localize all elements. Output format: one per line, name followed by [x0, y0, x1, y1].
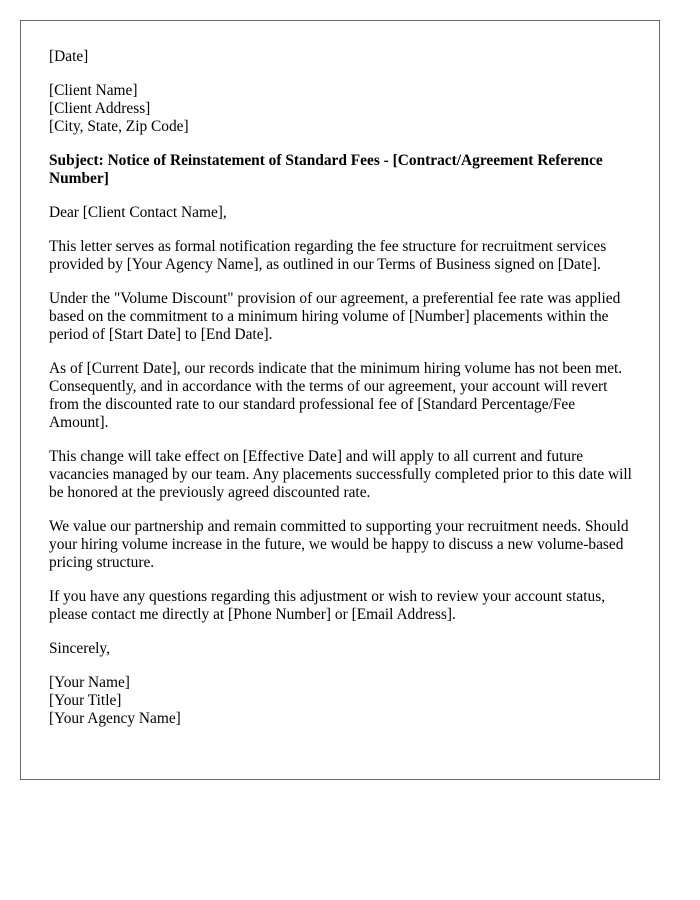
- recipient-city-state-zip: [City, State, Zip Code]: [49, 118, 189, 135]
- letter-page: [20, 20, 660, 780]
- salutation: Dear [Client Contact Name],: [49, 204, 227, 221]
- paragraph-contact: If you have any questions regarding this adjustment or wish to review your account status, please contact me directly at [Phone Number] or [Email Address].: [49, 588, 606, 623]
- letter-subject: Subject: Notice of Reinstatement of Standard Fees - [Contract/Agreement Reference Number]: [49, 152, 603, 187]
- letter-body: [49, 48, 633, 744]
- signature-block: [49, 674, 633, 728]
- paragraph-effective-date: This change will take effect on [Effective Date] and will apply to all current and future vacancies managed by our team. Any placements successfully completed prior to this date will be honored at the previously agreed discounted rate.: [49, 448, 632, 501]
- signature-agency: [Your Agency Name]: [49, 710, 181, 727]
- paragraph-fee-structure: This letter serves as formal notification regarding the fee structure for recruitment services provided by [Your Agency Name], as outlined in our Terms of Business signed on [Date].: [49, 238, 607, 273]
- recipient-address: [Client Address]: [49, 100, 151, 117]
- signature-name: [Your Name]: [49, 674, 130, 691]
- letter-date: [Date]: [49, 48, 89, 65]
- recipient-name: [Client Name]: [49, 82, 138, 99]
- paragraph-partnership: We value our partnership and remain committed to supporting your recruitment needs. Should your hiring volume increase in the future, we would be happy to discuss a new volume-based pricing structure.: [49, 518, 629, 571]
- recipient-block: [49, 82, 633, 136]
- closing: Sincerely,: [49, 640, 110, 657]
- signature-title: [Your Title]: [49, 692, 122, 709]
- paragraph-rate-reversion: As of [Current Date], our records indicate that the minimum hiring volume has not been met. Consequently, and in accordance with the terms of our agreement, your account will revert from the discounted rate to our standard professional fee of [Standard Percentage/Fee Amount].: [49, 360, 623, 431]
- paragraph-volume-discount: Under the "Volume Discount" provision of our agreement, a preferential fee rate was applied based on the commitment to a minimum hiring volume of [Number] placements within the period of [Start Date] to [End Date].: [49, 290, 621, 343]
